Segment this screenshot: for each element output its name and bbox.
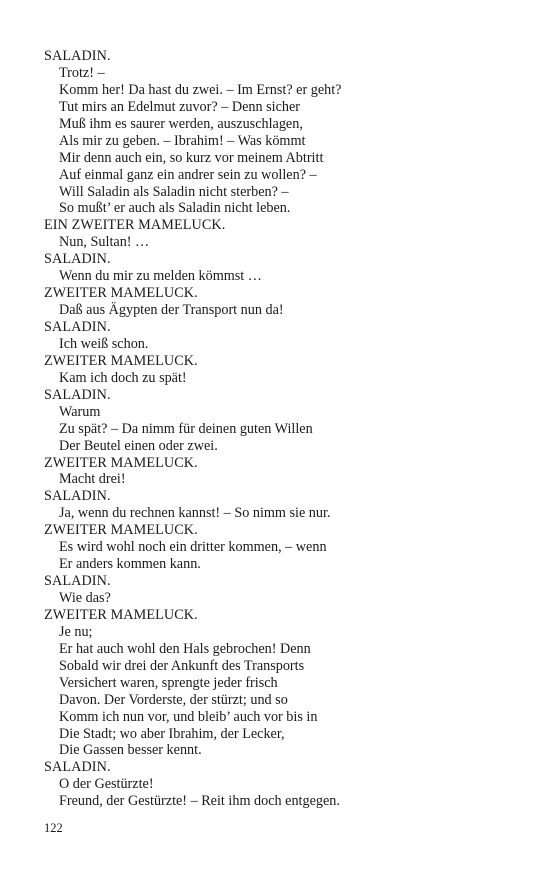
speech-line: Ich weiß schon. (59, 335, 149, 352)
page-number: 122 (44, 821, 63, 835)
speech-line: O der Gestürzte! (59, 776, 154, 793)
speech-line: Zu spät? – Da nimm für deinen guten Willen (59, 420, 313, 437)
speaker-name: ZWEITER MAMELUCK. (44, 522, 198, 539)
speech-line: Versichert waren, sprengte jeder frisch (59, 674, 278, 691)
speech-line: Es wird wohl noch ein dritter kommen, – wenn (59, 539, 327, 556)
speech-line: Komm ich nun vor, und bleib’ auch vor bis in (59, 708, 318, 725)
speaker-name: ZWEITER MAMELUCK. (44, 352, 198, 369)
speech-line: Auf einmal ganz ein andrer sein zu wollen? – (59, 166, 317, 183)
speech-line: Wie das? (59, 590, 111, 606)
speech-line: Muß ihm es saurer werden, auszuschlagen, (59, 115, 303, 132)
speaker-name: SALADIN. (44, 488, 111, 505)
speech-line: Trotz! – (59, 64, 105, 81)
speech-line: Davon. Der Vorderste, der stürzt; und so (59, 691, 288, 708)
speech-line: So mußt’ er auch als Saladin nicht leben. (59, 200, 291, 217)
speech-line: Komm her! Da hast du zwei. – Im Ernst? er geht? (59, 81, 342, 98)
speaker-name: EIN ZWEITER MAMELUCK. (44, 217, 226, 234)
speaker-name: ZWEITER MAMELUCK. (44, 285, 198, 302)
speaker-name: SALADIN. (44, 251, 111, 268)
speech-line: Die Gassen besser kennt. (59, 742, 202, 759)
speech-line: Sobald wir drei der Ankunft des Transports (59, 657, 305, 674)
speaker-name: SALADIN. (44, 48, 111, 64)
speech-line: Wenn du mir zu melden kömmst … (59, 268, 262, 285)
speech-line: Der Beutel einen oder zwei. (59, 437, 218, 454)
speech-line: Die Stadt; wo aber Ibrahim, der Lecker, (59, 725, 285, 742)
speaker-name: SALADIN. (44, 386, 111, 403)
speech-line: Als mir zu geben. – Ibrahim! – Was kömmt (59, 132, 306, 149)
speech-line: Warum (59, 403, 101, 420)
speech-line: Freund, der Gestürzte! – Reit ihm doch entgegen. (59, 793, 340, 810)
speech-line: Er anders kommen kann. (59, 556, 201, 573)
speaker-name: ZWEITER MAMELUCK. (44, 606, 198, 623)
speech-line: Er hat auch wohl den Hals gebrochen! Denn (59, 640, 311, 657)
speech-line: Will Saladin als Saladin nicht sterben? – (59, 183, 289, 200)
speaker-name: ZWEITER MAMELUCK. (44, 454, 198, 471)
speech-line: Je nu; (59, 623, 93, 640)
speech-line: Nun, Sultan! … (59, 234, 150, 251)
speech-line: Kam ich doch zu spät! (59, 369, 187, 386)
speaker-name: SALADIN. (44, 319, 111, 335)
play-text (44, 48, 514, 810)
speaker-name: SALADIN. (44, 573, 111, 590)
speaker-name: SALADIN. (44, 759, 111, 776)
speech-line: Tut mirs an Edelmut zuvor? – Denn sicher (59, 98, 301, 115)
speech-line: Daß aus Ägypten der Transport nun da! (59, 302, 284, 319)
speech-line: Ja, wenn du rechnen kannst! – So nimm sie nur. (59, 505, 331, 522)
speech-line: Mir denn auch ein, so kurz vor meinem Abtritt (59, 149, 324, 166)
speech-line: Macht drei! (59, 471, 126, 488)
